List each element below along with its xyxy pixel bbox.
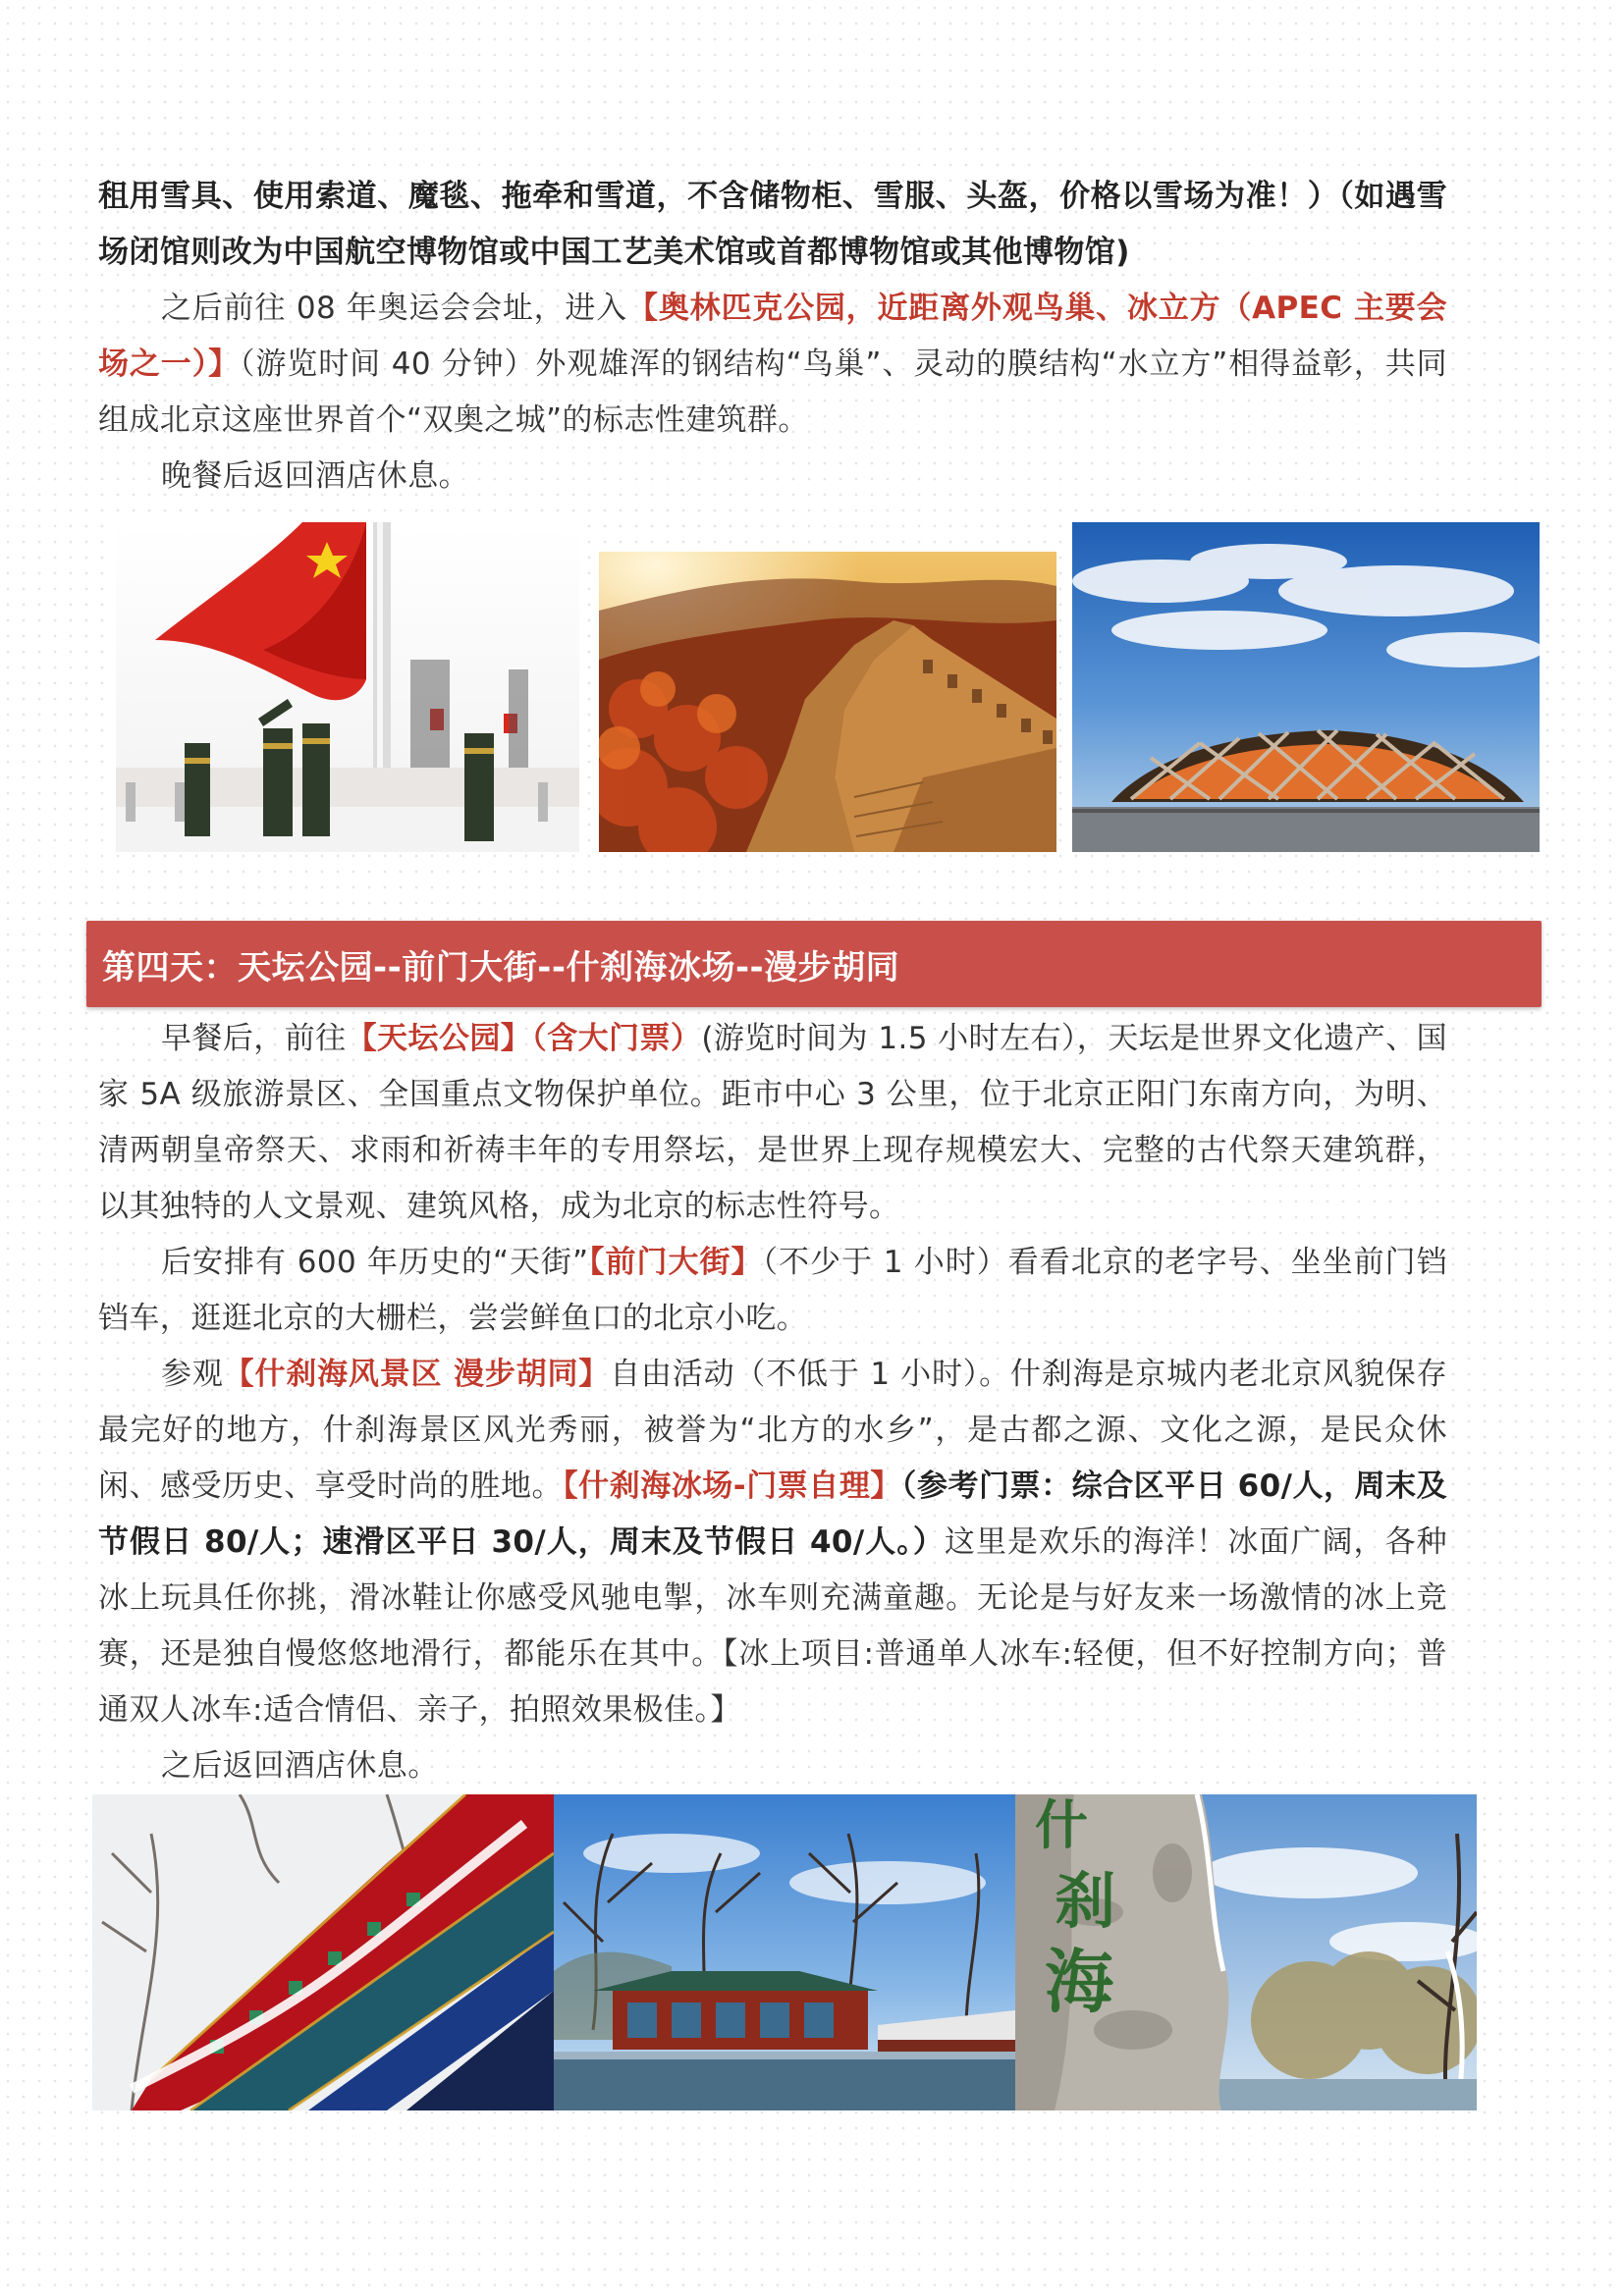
- temple-post: (游览时间为 1.5 小时左右），天坛是世界文化遗产、国家 5A 级旅游景区、全国重点文物保护单位。距市中心 3 公里，位于北京正阳门东南方向，为明、清两朝皇帝祭天、求雨和祈祷丰年的专用祭坛，是世界上现存规模宏大、完整的古代祭天建筑群，以其独特的人文景观、建筑风格，成为北京的标志性符号。: [98, 1021, 1447, 1224]
- paragraph-qianmen: [98, 1235, 1447, 1347]
- olympic-highlight: 【奥林匹克公园，近距离外观鸟巢、冰立方（APEC 主要会场之一）】: [98, 291, 1448, 382]
- courtyard-photo: [554, 1794, 1015, 2110]
- ski-note-bold: 租用雪具、使用索道、魔毯、拖牵和雪道，不含储物柜、雪服、头盔，价格以雪场为准！）（如遇雪场闭馆则改为中国航空博物馆或中国工艺美术馆或首都博物馆或其他博物馆): [98, 179, 1447, 270]
- flag-raising-photo: [116, 522, 579, 852]
- ice-rink-price: （参考门票：综合区平日 60/人，周末及节假日 80/人；速滑区平日 30/人，周末及节假日 40/人。）: [98, 1468, 1448, 1560]
- paragraph-temple-of-heaven: [98, 1011, 1447, 1235]
- paragraph-shichahai: [98, 1347, 1447, 1738]
- paragraph-ski-note: [98, 169, 1447, 281]
- paragraph-olympic-park: [98, 281, 1447, 449]
- temple-pre: 早餐后，前往: [161, 1021, 347, 1056]
- day4-text-block: [98, 1011, 1447, 1794]
- stone-char-1: 什: [1035, 1794, 1088, 1856]
- qianmen-pre: 后安排有 600 年历史的“天街”: [161, 1245, 589, 1280]
- stone-char-2: 刹: [1055, 1865, 1116, 1937]
- birds-nest-photo: [1072, 522, 1540, 852]
- paragraph-return-hotel: [98, 449, 1447, 505]
- return-hotel-day4-text: 之后返回酒店休息。: [161, 1748, 439, 1784]
- olympic-pre: 之后前往 08 年奥运会会址，进入: [161, 291, 628, 326]
- qianmen-post: （不少于 1 小时）看看北京的老字号、坐坐前门铛铛车，逛逛北京的大栅栏，尝尝鲜鱼口的北京小吃。: [98, 1245, 1448, 1336]
- day4-title: 第四天：天坛公园--前门大街--什刹海冰场--漫步胡同: [102, 947, 900, 988]
- ice-rink-post: 这里是欢乐的海洋！冰面广阔，各种冰上玩具任你挑，滑冰鞋让你感受风驰电掣，冰车则充满童趣。无论是与好友来一场激情的冰上竞赛，还是独自慢悠悠地滑行，都能乐在其中。【冰上项目:普通单人冰车:轻便，但不好控制方向；普通双人冰车:适合情侣、亲子，拍照效果极佳。】: [98, 1524, 1447, 1728]
- great-wall-photo: [599, 552, 1056, 852]
- qianmen-highlight: 【前门大街】: [588, 1245, 763, 1280]
- stone-char-3: 海: [1045, 1941, 1113, 2022]
- ice-rink-highlight: 【什刹海冰场-门票自理】: [563, 1468, 901, 1504]
- shichahai-pre: 参观: [161, 1357, 224, 1392]
- day4-header: [86, 921, 1542, 1007]
- shichahai-mid: 自由活动（不低于 1 小时）。什刹海是京城内老北京风貌保存最完好的地方，什刹海景区风光秀丽，被誉为“北方的水乡”，是古都之源、文化之源，是民众休闲、感受历史、享受时尚的胜地。: [98, 1357, 1447, 1504]
- shichahai-highlight: 【什刹海风景区 漫步胡同】: [223, 1357, 611, 1392]
- temple-eaves-photo: [92, 1794, 554, 2110]
- temple-highlight: 【天坛公园】（含大门票）: [346, 1021, 702, 1056]
- top-text-block: [98, 169, 1447, 505]
- olympic-post: （游览时间 40 分钟）外观雄浑的钢结构“鸟巢”、灵动的膜结构“水立方”相得益彰，共同组成北京这座世界首个“双奥之城”的标志性建筑群。: [98, 347, 1448, 438]
- return-hotel-text: 晚餐后返回酒店休息。: [161, 458, 469, 494]
- shichahai-stone-photo: [1015, 1794, 1477, 2110]
- paragraph-return-hotel-day4: [98, 1738, 1447, 1794]
